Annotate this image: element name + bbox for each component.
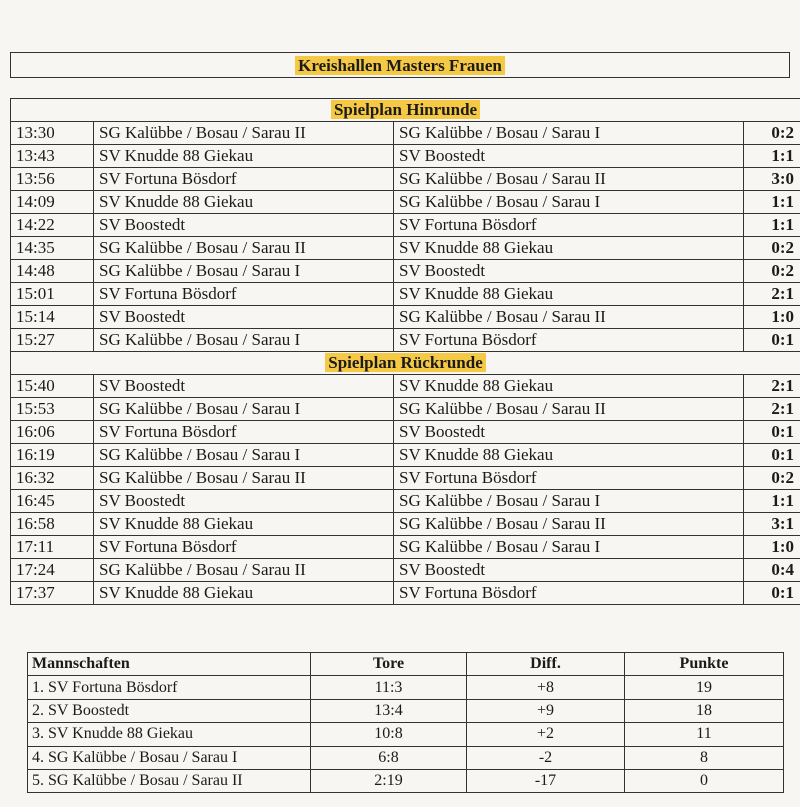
home-team: SV Fortuna Bösdorf [94,536,394,559]
away-team: SV Fortuna Bösdorf [394,582,744,605]
match-row [11,122,800,145]
match-row [11,375,800,398]
match-score: 0:1 [744,421,800,444]
team-diff: -17 [467,769,625,792]
match-score: 1:0 [744,536,800,559]
header-points: Punkte [625,653,784,676]
home-team: SG Kalübbe / Bosau / Sarau II [94,467,394,490]
home-team: SG Kalübbe / Bosau / Sarau II [94,559,394,582]
match-score: 0:2 [744,237,800,260]
standings-header-row [28,653,784,676]
team-points: 19 [625,676,784,699]
match-row [11,582,800,605]
standings-row [28,699,784,722]
team-diff: +2 [467,723,625,746]
page-title: Kreishallen Masters Frauen [295,56,505,75]
schedule-body [11,99,800,605]
away-team: SG Kalübbe / Bosau / Sarau I [394,191,744,214]
home-team: SV Knudde 88 Giekau [94,582,394,605]
home-team: SV Boostedt [94,306,394,329]
match-row [11,145,800,168]
away-team: SG Kalübbe / Bosau / Sarau I [394,122,744,145]
match-row [11,306,800,329]
page-title-box [10,52,790,78]
match-score: 1:1 [744,145,800,168]
home-team: SG Kalübbe / Bosau / Sarau I [94,444,394,467]
team-name: 5. SG Kalübbe / Bosau / Sarau II [28,769,311,792]
home-team: SV Knudde 88 Giekau [94,145,394,168]
home-team: SG Kalübbe / Bosau / Sarau I [94,398,394,421]
match-time: 15:53 [11,398,94,421]
home-team: SV Boostedt [94,490,394,513]
match-time: 16:45 [11,490,94,513]
team-goals: 10:8 [311,723,467,746]
home-team: SG Kalübbe / Bosau / Sarau II [94,122,394,145]
match-time: 16:58 [11,513,94,536]
away-team: SG Kalübbe / Bosau / Sarau I [394,536,744,559]
standings-table [27,652,784,793]
hinrunde-title-cell [11,99,800,122]
match-score: 0:2 [744,260,800,283]
team-goals: 6:8 [311,746,467,769]
header-team: Mannschaften [28,653,311,676]
match-score: 2:1 [744,398,800,421]
match-score: 1:1 [744,490,800,513]
match-time: 15:01 [11,283,94,306]
away-team: SV Boostedt [394,260,744,283]
header-diff: Diff. [467,653,625,676]
match-time: 13:43 [11,145,94,168]
standings-row [28,676,784,699]
home-team: SG Kalübbe / Bosau / Sarau I [94,260,394,283]
rueckrunde-title: Spielplan Rückrunde [325,353,485,372]
match-row [11,513,800,536]
hinrunde-title-row [11,99,800,122]
match-time: 15:40 [11,375,94,398]
match-row [11,329,800,352]
team-name: 1. SV Fortuna Bösdorf [28,676,311,699]
match-score: 0:1 [744,329,800,352]
match-score: 2:1 [744,283,800,306]
team-diff: +8 [467,676,625,699]
team-name: 3. SV Knudde 88 Giekau [28,723,311,746]
away-team: SG Kalübbe / Bosau / Sarau II [394,306,744,329]
match-row [11,191,800,214]
away-team: SV Fortuna Bösdorf [394,329,744,352]
header-goals: Tore [311,653,467,676]
away-team: SV Boostedt [394,421,744,444]
schedule-table [10,98,800,605]
match-time: 17:24 [11,559,94,582]
match-score: 0:2 [744,122,800,145]
away-team: SG Kalübbe / Bosau / Sarau I [394,490,744,513]
team-goals: 13:4 [311,699,467,722]
home-team: SV Fortuna Bösdorf [94,283,394,306]
standings-row [28,723,784,746]
away-team: SV Knudde 88 Giekau [394,237,744,260]
standings-row [28,746,784,769]
away-team: SV Knudde 88 Giekau [394,375,744,398]
away-team: SG Kalübbe / Bosau / Sarau II [394,398,744,421]
match-time: 14:22 [11,214,94,237]
away-team: SV Fortuna Bösdorf [394,214,744,237]
team-diff: +9 [467,699,625,722]
match-time: 16:32 [11,467,94,490]
match-row [11,214,800,237]
match-score: 0:2 [744,467,800,490]
standings-body [28,676,784,793]
match-score: 1:0 [744,306,800,329]
match-score: 3:0 [744,168,800,191]
match-time: 16:19 [11,444,94,467]
match-score: 3:1 [744,513,800,536]
match-time: 14:35 [11,237,94,260]
home-team: SV Knudde 88 Giekau [94,513,394,536]
team-points: 0 [625,769,784,792]
match-time: 14:09 [11,191,94,214]
match-time: 15:27 [11,329,94,352]
team-points: 8 [625,746,784,769]
match-row [11,168,800,191]
rueckrunde-title-cell [11,352,800,375]
team-goals: 11:3 [311,676,467,699]
match-score: 0:1 [744,582,800,605]
team-name: 2. SV Boostedt [28,699,311,722]
match-time: 13:30 [11,122,94,145]
home-team: SV Boostedt [94,214,394,237]
team-diff: -2 [467,746,625,769]
home-team: SV Boostedt [94,375,394,398]
match-score: 0:4 [744,559,800,582]
match-time: 17:11 [11,536,94,559]
away-team: SV Boostedt [394,559,744,582]
rueckrunde-title-row [11,352,800,375]
away-team: SV Boostedt [394,145,744,168]
hinrunde-title: Spielplan Hinrunde [331,100,480,119]
team-points: 11 [625,723,784,746]
match-row [11,444,800,467]
match-time: 14:48 [11,260,94,283]
match-row [11,421,800,444]
away-team: SV Knudde 88 Giekau [394,283,744,306]
home-team: SG Kalübbe / Bosau / Sarau II [94,237,394,260]
home-team: SV Knudde 88 Giekau [94,191,394,214]
home-team: SV Fortuna Bösdorf [94,168,394,191]
match-score: 1:1 [744,191,800,214]
team-name: 4. SG Kalübbe / Bosau / Sarau I [28,746,311,769]
match-time: 17:37 [11,582,94,605]
match-score: 1:1 [744,214,800,237]
away-team: SV Knudde 88 Giekau [394,444,744,467]
match-row [11,559,800,582]
team-points: 18 [625,699,784,722]
away-team: SV Fortuna Bösdorf [394,467,744,490]
away-team: SG Kalübbe / Bosau / Sarau II [394,168,744,191]
match-row [11,536,800,559]
away-team: SG Kalübbe / Bosau / Sarau II [394,513,744,536]
home-team: SG Kalübbe / Bosau / Sarau I [94,329,394,352]
match-row [11,283,800,306]
match-row [11,467,800,490]
match-time: 15:14 [11,306,94,329]
match-row [11,398,800,421]
match-time: 13:56 [11,168,94,191]
match-row [11,490,800,513]
home-team: SV Fortuna Bösdorf [94,421,394,444]
match-row [11,237,800,260]
match-score: 0:1 [744,444,800,467]
standings-row [28,769,784,792]
team-goals: 2:19 [311,769,467,792]
match-score: 2:1 [744,375,800,398]
match-row [11,260,800,283]
match-time: 16:06 [11,421,94,444]
